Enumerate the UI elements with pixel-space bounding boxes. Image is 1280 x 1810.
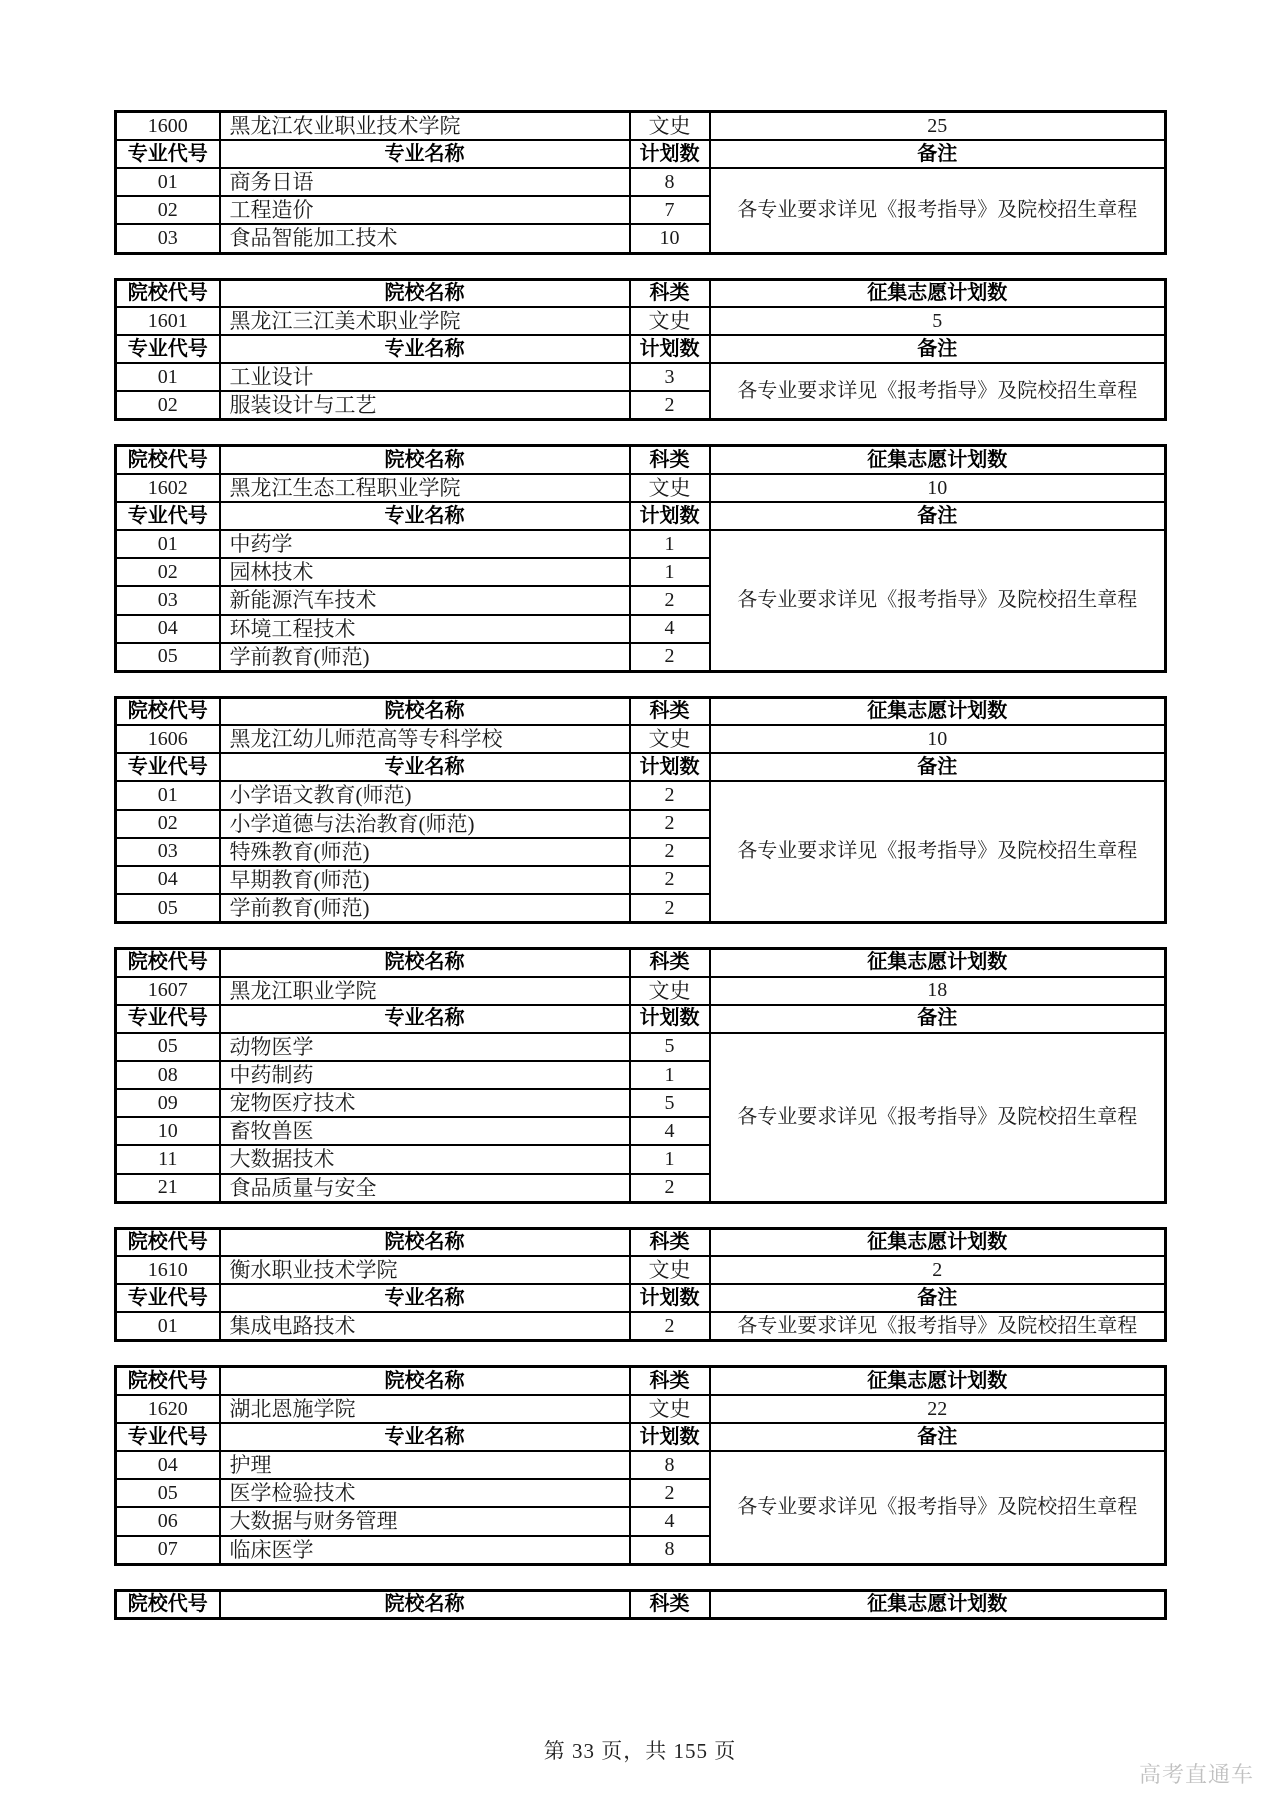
table-row — [116, 1284, 1166, 1312]
major-name: 学前教育(师范) — [220, 643, 630, 672]
watermark-text: 高考直通车 — [1138, 1762, 1254, 1787]
school-name: 黑龙江生态工程职业学院 — [220, 474, 630, 502]
remark-header: 备注 — [710, 1005, 1166, 1033]
major-name-header: 专业名称 — [220, 335, 630, 363]
major-name: 商务日语 — [220, 168, 630, 196]
table-row — [116, 1423, 1166, 1451]
school-category: 文史 — [630, 1256, 710, 1284]
table-row — [116, 474, 1166, 502]
school-category: 文史 — [630, 1395, 710, 1423]
school-code: 1601 — [116, 307, 220, 335]
major-name: 集成电路技术 — [220, 1312, 630, 1341]
major-plan-count: 2 — [630, 894, 710, 923]
major-code: 05 — [116, 1479, 220, 1507]
major-plan-count: 2 — [630, 781, 710, 809]
table-row — [116, 502, 1166, 530]
table-row — [116, 1005, 1166, 1033]
remark-cell: 各专业要求详见《报考指导》及院校招生章程 — [710, 1033, 1166, 1202]
major-name-header: 专业名称 — [220, 1005, 630, 1033]
major-code: 01 — [116, 781, 220, 809]
major-code: 04 — [116, 1451, 220, 1479]
school-code: 1606 — [116, 725, 220, 753]
plan-count-header: 计划数 — [630, 753, 710, 781]
table-row — [116, 697, 1166, 725]
major-code-header: 专业代号 — [116, 335, 220, 363]
major-code: 02 — [116, 391, 220, 420]
major-plan-count: 4 — [630, 1507, 710, 1535]
major-code: 02 — [116, 558, 220, 586]
major-name: 学前教育(师范) — [220, 894, 630, 923]
school-code: 1620 — [116, 1395, 220, 1423]
table-row — [116, 753, 1166, 781]
school-name-header: 院校名称 — [220, 949, 630, 977]
remark-header: 备注 — [710, 753, 1166, 781]
remark-header: 备注 — [710, 1423, 1166, 1451]
school-code: 1602 — [116, 474, 220, 502]
major-name: 工业设计 — [220, 363, 630, 391]
school-plan-total: 25 — [710, 112, 1166, 141]
major-plan-count: 2 — [630, 1312, 710, 1341]
major-code: 02 — [116, 810, 220, 838]
plan-total-header: 征集志愿计划数 — [710, 1228, 1166, 1256]
remark-cell: 各专业要求详见《报考指导》及院校招生章程 — [710, 168, 1166, 253]
major-name: 特殊教育(师范) — [220, 838, 630, 866]
school-plan-total: 10 — [710, 474, 1166, 502]
plan-count-header: 计划数 — [630, 502, 710, 530]
school-name: 黑龙江职业学院 — [220, 977, 630, 1005]
major-code: 01 — [116, 168, 220, 196]
major-name: 中药制药 — [220, 1061, 630, 1089]
major-code: 07 — [116, 1536, 220, 1565]
school-plan-total: 2 — [710, 1256, 1166, 1284]
table-row — [116, 1590, 1166, 1618]
plan-count-header: 计划数 — [630, 1284, 710, 1312]
major-name-header: 专业名称 — [220, 753, 630, 781]
major-name: 园林技术 — [220, 558, 630, 586]
major-code: 05 — [116, 643, 220, 672]
major-name: 中药学 — [220, 530, 630, 558]
school-name: 衡水职业技术学院 — [220, 1256, 630, 1284]
school-category: 文史 — [630, 725, 710, 753]
major-name-header: 专业名称 — [220, 502, 630, 530]
major-code: 21 — [116, 1174, 220, 1203]
school-plan-table — [114, 1589, 1167, 1620]
remark-cell: 各专业要求详见《报考指导》及院校招生章程 — [710, 1312, 1166, 1341]
major-plan-count: 2 — [630, 1174, 710, 1203]
plan-total-header: 征集志愿计划数 — [710, 279, 1166, 307]
major-plan-count: 4 — [630, 615, 710, 643]
plan-count-header: 计划数 — [630, 1005, 710, 1033]
major-code: 01 — [116, 1312, 220, 1341]
school-name-header: 院校名称 — [220, 1590, 630, 1618]
major-plan-count: 8 — [630, 1451, 710, 1479]
table-row — [116, 1395, 1166, 1423]
major-code-header: 专业代号 — [116, 1005, 220, 1033]
major-code-header: 专业代号 — [116, 1284, 220, 1312]
table-row — [116, 1367, 1166, 1395]
school-code: 1607 — [116, 977, 220, 1005]
category-header: 科类 — [630, 697, 710, 725]
major-code: 06 — [116, 1507, 220, 1535]
major-code: 03 — [116, 224, 220, 253]
plan-count-header: 计划数 — [630, 140, 710, 168]
table-row — [116, 977, 1166, 1005]
table-row — [116, 781, 1166, 809]
major-name: 新能源汽车技术 — [220, 586, 630, 614]
major-name: 服装设计与工艺 — [220, 391, 630, 420]
major-plan-count: 10 — [630, 224, 710, 253]
table-row — [116, 363, 1166, 391]
school-code-header: 院校代号 — [116, 1228, 220, 1256]
school-code-header: 院校代号 — [116, 697, 220, 725]
school-plan-table — [114, 947, 1167, 1203]
school-code-header: 院校代号 — [116, 1590, 220, 1618]
school-code-header: 院校代号 — [116, 446, 220, 474]
remark-header: 备注 — [710, 1284, 1166, 1312]
remark-cell: 各专业要求详见《报考指导》及院校招生章程 — [710, 781, 1166, 922]
table-row — [116, 1228, 1166, 1256]
plan-total-header: 征集志愿计划数 — [710, 697, 1166, 725]
major-name: 小学道德与法治教育(师范) — [220, 810, 630, 838]
major-name: 大数据与财务管理 — [220, 1507, 630, 1535]
major-name: 食品智能加工技术 — [220, 224, 630, 253]
school-code-header: 院校代号 — [116, 949, 220, 977]
major-name: 环境工程技术 — [220, 615, 630, 643]
table-row — [116, 1312, 1166, 1341]
major-plan-count: 2 — [630, 586, 710, 614]
remark-header: 备注 — [710, 140, 1166, 168]
major-name: 小学语文教育(师范) — [220, 781, 630, 809]
major-plan-count: 8 — [630, 1536, 710, 1565]
plan-total-header: 征集志愿计划数 — [710, 446, 1166, 474]
major-name-header: 专业名称 — [220, 1284, 630, 1312]
school-plan-table — [114, 1227, 1167, 1343]
school-code-header: 院校代号 — [116, 1367, 220, 1395]
major-plan-count: 1 — [630, 558, 710, 586]
major-code: 09 — [116, 1089, 220, 1117]
major-code: 03 — [116, 586, 220, 614]
category-header: 科类 — [630, 1367, 710, 1395]
major-code: 05 — [116, 1033, 220, 1061]
major-code-header: 专业代号 — [116, 502, 220, 530]
major-name-header: 专业名称 — [220, 140, 630, 168]
table-row — [116, 112, 1166, 141]
school-name-header: 院校名称 — [220, 1228, 630, 1256]
major-plan-count: 4 — [630, 1117, 710, 1145]
remark-cell: 各专业要求详见《报考指导》及院校招生章程 — [710, 363, 1166, 420]
school-category: 文史 — [630, 307, 710, 335]
category-header: 科类 — [630, 949, 710, 977]
major-code-header: 专业代号 — [116, 1423, 220, 1451]
table-row — [116, 949, 1166, 977]
school-plan-total: 18 — [710, 977, 1166, 1005]
table-row — [116, 307, 1166, 335]
school-code: 1610 — [116, 1256, 220, 1284]
plan-count-header: 计划数 — [630, 1423, 710, 1451]
major-name-header: 专业名称 — [220, 1423, 630, 1451]
major-name: 食品质量与安全 — [220, 1174, 630, 1203]
school-category: 文史 — [630, 112, 710, 141]
school-plan-table — [114, 110, 1167, 255]
major-code: 11 — [116, 1145, 220, 1173]
table-row — [116, 335, 1166, 363]
major-plan-count: 3 — [630, 363, 710, 391]
category-header: 科类 — [630, 279, 710, 307]
remark-header: 备注 — [710, 335, 1166, 363]
major-plan-count: 2 — [630, 810, 710, 838]
major-code: 02 — [116, 196, 220, 224]
plan-total-header: 征集志愿计划数 — [710, 1590, 1166, 1618]
major-name: 动物医学 — [220, 1033, 630, 1061]
major-code-header: 专业代号 — [116, 140, 220, 168]
major-plan-count: 2 — [630, 838, 710, 866]
category-header: 科类 — [630, 1590, 710, 1618]
major-plan-count: 7 — [630, 196, 710, 224]
major-code: 05 — [116, 894, 220, 923]
major-code: 04 — [116, 615, 220, 643]
major-plan-count: 1 — [630, 1145, 710, 1173]
plan-total-header: 征集志愿计划数 — [710, 949, 1166, 977]
major-name: 畜牧兽医 — [220, 1117, 630, 1145]
school-plan-table — [114, 1365, 1167, 1565]
major-plan-count: 8 — [630, 168, 710, 196]
major-name: 宠物医疗技术 — [220, 1089, 630, 1117]
page-number: 第 33 页，共 155 页 — [543, 1739, 737, 1763]
school-name: 黑龙江农业职业技术学院 — [220, 112, 630, 141]
school-name-header: 院校名称 — [220, 1367, 630, 1395]
school-plan-table — [114, 696, 1167, 924]
table-row — [116, 1033, 1166, 1061]
table-row — [116, 725, 1166, 753]
major-name: 大数据技术 — [220, 1145, 630, 1173]
school-plan-table — [114, 444, 1167, 672]
table-row — [116, 446, 1166, 474]
major-code: 01 — [116, 530, 220, 558]
major-plan-count: 2 — [630, 866, 710, 894]
school-code: 1600 — [116, 112, 220, 141]
major-plan-count: 5 — [630, 1089, 710, 1117]
major-plan-count: 2 — [630, 1479, 710, 1507]
major-plan-count: 5 — [630, 1033, 710, 1061]
school-plan-table — [114, 278, 1167, 422]
school-code-header: 院校代号 — [116, 279, 220, 307]
table-row — [116, 168, 1166, 196]
school-name-header: 院校名称 — [220, 279, 630, 307]
table-row — [116, 1451, 1166, 1479]
major-code-header: 专业代号 — [116, 753, 220, 781]
school-category: 文史 — [630, 474, 710, 502]
school-category: 文史 — [630, 977, 710, 1005]
remark-cell: 各专业要求详见《报考指导》及院校招生章程 — [710, 1451, 1166, 1564]
plan-count-header: 计划数 — [630, 335, 710, 363]
plan-total-header: 征集志愿计划数 — [710, 1367, 1166, 1395]
school-plan-total: 5 — [710, 307, 1166, 335]
school-name: 黑龙江三江美术职业学院 — [220, 307, 630, 335]
school-name-header: 院校名称 — [220, 446, 630, 474]
major-code: 04 — [116, 866, 220, 894]
category-header: 科类 — [630, 1228, 710, 1256]
major-plan-count: 1 — [630, 1061, 710, 1089]
table-row — [116, 140, 1166, 168]
major-code: 10 — [116, 1117, 220, 1145]
major-plan-count: 2 — [630, 391, 710, 420]
plan-tables-container — [114, 110, 1164, 1643]
category-header: 科类 — [630, 446, 710, 474]
school-plan-total: 22 — [710, 1395, 1166, 1423]
major-plan-count: 1 — [630, 530, 710, 558]
major-name: 医学检验技术 — [220, 1479, 630, 1507]
major-code: 01 — [116, 363, 220, 391]
major-name: 护理 — [220, 1451, 630, 1479]
remark-header: 备注 — [710, 502, 1166, 530]
remark-cell: 各专业要求详见《报考指导》及院校招生章程 — [710, 530, 1166, 671]
major-code: 08 — [116, 1061, 220, 1089]
school-name-header: 院校名称 — [220, 697, 630, 725]
table-row — [116, 279, 1166, 307]
school-name: 黑龙江幼儿师范高等专科学校 — [220, 725, 630, 753]
major-code: 03 — [116, 838, 220, 866]
major-plan-count: 2 — [630, 643, 710, 672]
major-name: 临床医学 — [220, 1536, 630, 1565]
major-name: 早期教育(师范) — [220, 866, 630, 894]
school-name: 湖北恩施学院 — [220, 1395, 630, 1423]
major-name: 工程造价 — [220, 196, 630, 224]
school-plan-total: 10 — [710, 725, 1166, 753]
table-row — [116, 530, 1166, 558]
table-row — [116, 1256, 1166, 1284]
